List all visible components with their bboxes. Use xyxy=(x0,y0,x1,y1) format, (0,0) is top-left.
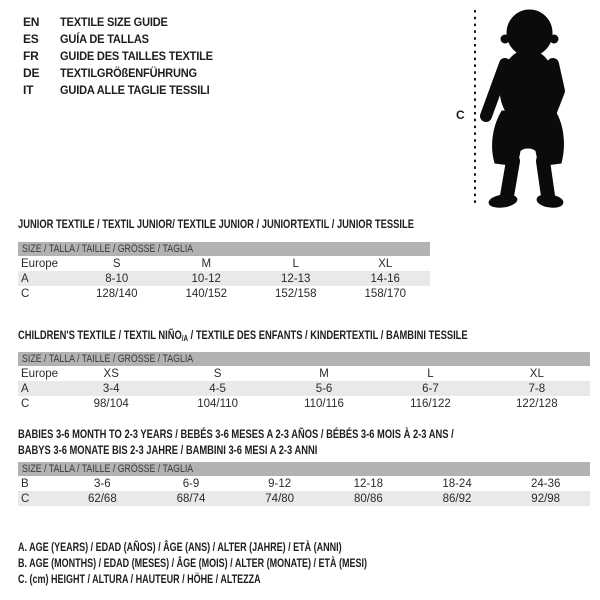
language-row xyxy=(23,81,226,98)
footnote-b: B. AGE (MONTHS) / EDAD (MESES) / ÂGE (MOIS) / ALTER (MONATE) / ETÀ (MESI) xyxy=(18,556,367,570)
heading-line-1: BABIES 3-6 MONTH TO 2-3 YEARS / BEBÉS 3-6 MESES A 2-3 AÑOS / BÉBÉS 3-6 MOIS À 2-3 ANS / xyxy=(18,427,454,441)
language-code: EN xyxy=(23,14,40,29)
age-cell: 5-6 xyxy=(315,382,333,395)
age-cell: 12-18 xyxy=(353,477,384,490)
height-cell: 80/86 xyxy=(353,492,383,505)
height-cell: 140/152 xyxy=(185,287,228,300)
age-cell: 10-12 xyxy=(191,272,221,285)
age-cell: 4-5 xyxy=(209,382,226,395)
height-cell: 116/122 xyxy=(410,397,451,410)
age-cell: 18-24 xyxy=(442,477,472,490)
height-cell: 74/80 xyxy=(265,492,295,505)
footnotes xyxy=(18,539,483,587)
age-cell: 8-10 xyxy=(105,272,129,285)
height-cell: 98/104 xyxy=(93,397,129,410)
row-label: Europe xyxy=(21,367,59,380)
children-section-heading xyxy=(18,328,468,343)
size-cell: L xyxy=(292,257,299,270)
row-label: Europe xyxy=(21,257,59,270)
babies-size-table xyxy=(18,462,590,506)
row-label: C xyxy=(21,492,30,505)
age-cell: 14-16 xyxy=(370,272,400,285)
heading-line-2: BABYS 3-6 MONATE BIS 2-3 JAHRE / BAMBINI 3-6 MESI A 2-3 ANNI xyxy=(18,443,318,457)
baby-silhouette xyxy=(486,10,564,209)
age-cell: 12-13 xyxy=(281,272,311,285)
row-label: A xyxy=(21,272,29,285)
size-cell: L xyxy=(427,367,434,380)
table-row-height xyxy=(18,396,590,411)
language-code: DE xyxy=(23,65,40,80)
language-row xyxy=(23,47,226,64)
height-cell: 62/68 xyxy=(87,492,117,505)
heading-text: CHILDREN'S TEXTILE / TEXTIL NIÑO xyxy=(18,328,182,342)
table-header-bar xyxy=(18,462,590,476)
age-cell: 9-12 xyxy=(268,477,292,490)
table-row-height xyxy=(18,491,590,506)
age-cell: 6-9 xyxy=(182,477,200,490)
junior-section-heading: JUNIOR TEXTILE / TEXTIL JUNIOR/ TEXTILE JUNIOR / JUNIORTEXTIL / JUNIOR TESSILE xyxy=(18,217,414,231)
size-cell: S xyxy=(213,367,222,380)
footnote-c: C. (cm) HEIGHT / ALTURA / HAUTEUR / HÖHE / ALTEZZA xyxy=(18,572,261,586)
language-title: GUIDA ALLE TAGLIE TESSILI xyxy=(60,82,210,97)
height-measure-label: C xyxy=(456,108,465,122)
size-cell: S xyxy=(112,257,121,270)
height-cell: 104/110 xyxy=(197,397,238,410)
table-row-age-months xyxy=(18,476,590,491)
junior-size-table xyxy=(18,242,430,301)
size-header-label: SIZE / TALLA / TAILLE / GRÖSSE / TAGLIA xyxy=(22,243,194,255)
height-cell: 158/170 xyxy=(364,287,407,300)
language-code: ES xyxy=(23,31,39,46)
height-cell: 122/128 xyxy=(516,397,558,410)
size-cell: XS xyxy=(103,367,119,380)
age-cell: 7-8 xyxy=(528,382,546,395)
size-header-label: SIZE / TALLA / TAILLE / GRÖSSE / TAGLIA xyxy=(22,353,194,365)
heading-text: / TEXTILE DES ENFANTS / KINDERTEXTIL / BAMBINI TESSILE xyxy=(188,328,468,342)
baby-silhouette-illustration xyxy=(455,6,595,213)
row-label: C xyxy=(21,397,30,410)
table-header-bar xyxy=(18,352,590,366)
row-label: A xyxy=(21,382,29,395)
language-row xyxy=(23,13,226,30)
height-cell: 68/74 xyxy=(176,492,206,505)
table-row-age xyxy=(18,271,430,286)
language-title: GUIDE DES TAILLES TEXTILE xyxy=(60,48,213,63)
size-cell: XL xyxy=(529,367,544,380)
height-cell: 92/98 xyxy=(531,492,561,505)
language-list xyxy=(23,13,226,98)
language-code: FR xyxy=(23,48,39,63)
age-cell: 24-36 xyxy=(530,477,561,490)
row-label: C xyxy=(21,287,30,300)
children-size-table xyxy=(18,352,590,411)
size-cell: XL xyxy=(378,257,393,270)
table-header-bar xyxy=(18,242,430,256)
language-title: TEXTILGRÖßENFÜHRUNG xyxy=(60,65,197,80)
height-cell: 110/116 xyxy=(304,397,344,410)
height-cell: 152/158 xyxy=(274,287,317,300)
table-row-height xyxy=(18,286,430,301)
babies-section-heading xyxy=(18,426,454,458)
language-row xyxy=(23,30,226,47)
table-row-europe xyxy=(18,256,430,271)
age-cell: 3-6 xyxy=(94,477,111,490)
height-cell: 86/92 xyxy=(442,492,472,505)
language-title: TEXTILE SIZE GUIDE xyxy=(60,14,168,29)
language-title: GUÍA DE TALLAS xyxy=(60,31,149,46)
height-cell: 128/140 xyxy=(95,287,138,300)
age-cell: 6-7 xyxy=(422,382,439,395)
heading-subscript: /A xyxy=(181,334,189,343)
language-code: IT xyxy=(23,82,34,97)
footnote-a: A. AGE (YEARS) / EDAD (AÑOS) / ÂGE (ANS) / ALTER (JAHRE) / ETÀ (ANNI) xyxy=(18,540,342,554)
table-row-age xyxy=(18,381,590,396)
height-figure xyxy=(455,6,595,213)
size-header-label: SIZE / TALLA / TAILLE / GRÖSSE / TAGLIA xyxy=(22,463,194,475)
language-row xyxy=(23,64,226,81)
age-cell: 3-4 xyxy=(102,382,120,395)
size-cell: M xyxy=(319,367,329,380)
row-label: B xyxy=(21,477,29,490)
table-row-europe xyxy=(18,366,590,381)
size-cell: M xyxy=(201,257,212,270)
